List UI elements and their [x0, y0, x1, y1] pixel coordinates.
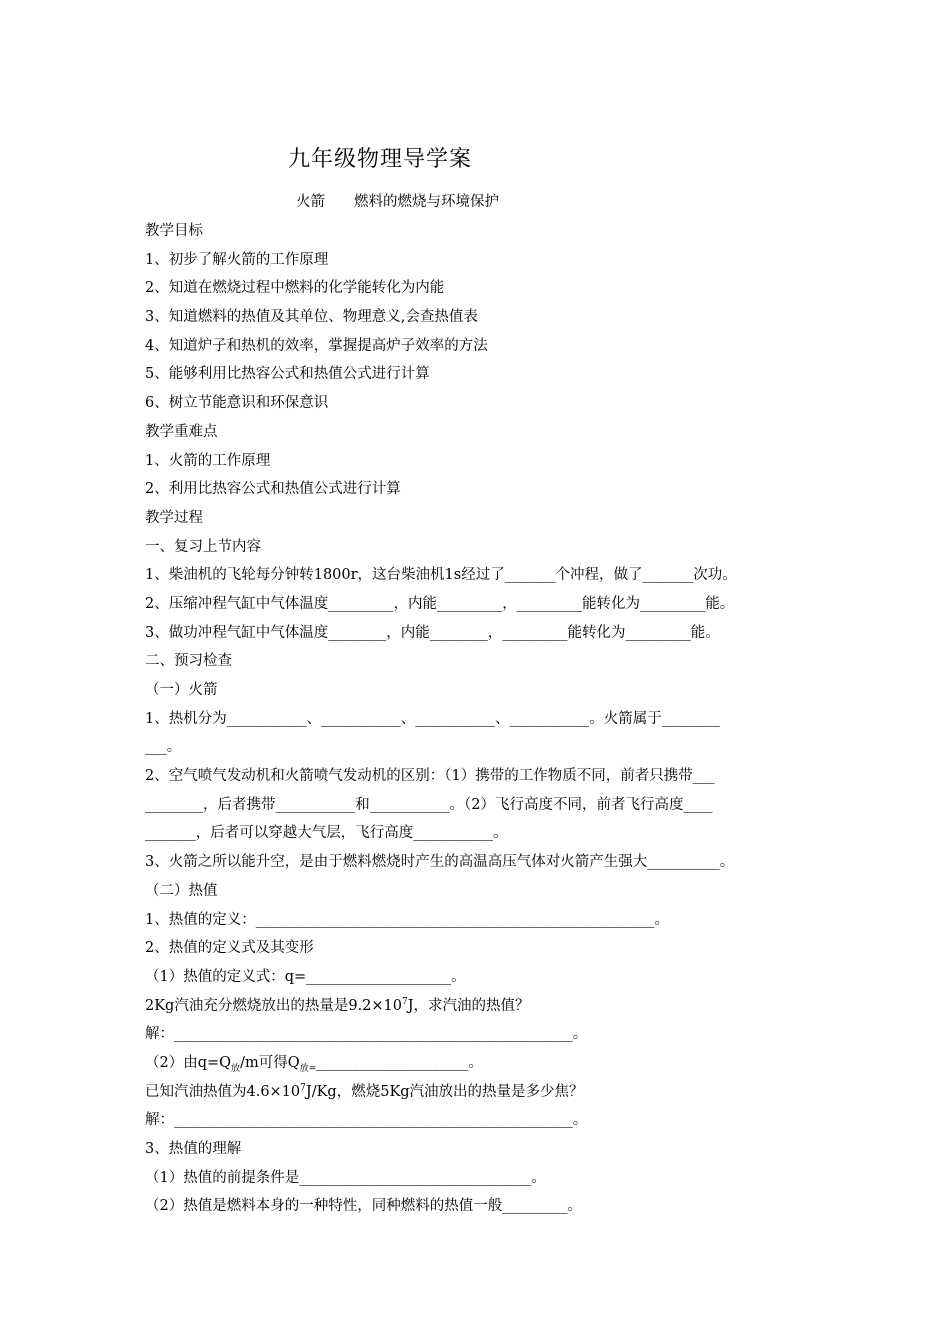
objective-5: 5、能够利用比热容公式和热值公式进行计算 [145, 366, 430, 383]
objective-3: 3、知道燃料的热值及其单位、物理意义,会查热值表 [145, 309, 478, 326]
rocket-question-1: 1、热机分为___________、___________、___________、___________。火箭属于________ [145, 710, 720, 727]
objective-2: 2、知道在燃烧过程中燃料的化学能转化为内能 [145, 280, 445, 297]
key-point-2: 2、利用比热容公式和热值公式进行计算 [145, 481, 401, 498]
review-question-3: 3、做功冲程气缸中气体温度________，内能________，_________能转化为_________能。 [145, 624, 720, 641]
document-body [145, 217, 825, 1221]
page-title: 九年级物理导学案 [288, 147, 473, 172]
example-question-2: 已知汽油热值为$4.6\times 10^7J/Kg$，燃烧5Kg汽油放出的热量是多少焦？ [145, 1082, 584, 1100]
objective-4: 4、知道炉子和热机的效率，掌握提高炉子效率的方法 [145, 337, 488, 354]
answer-line-2: 解：_______________________________________________________。 [145, 1112, 588, 1129]
review-question-1: 1、柴油机的飞轮每分钟转1800r，这台柴油机1s经过了_______个冲程，做了_______次功。 [145, 567, 737, 584]
answer-line-1: 解：_______________________________________________________。 [145, 1026, 588, 1043]
heat-value-understanding-2: （2）热值是燃料本身的一种特性，同种燃料的热值一般_________。 [145, 1198, 582, 1215]
rocket-question-1-cont: ___。 [145, 739, 182, 756]
heat-value-formula: （1）热值的定义式：q=____________________。 [145, 968, 466, 985]
heat-value-understanding-1: （1）热值的前提条件是________________________________。 [145, 1169, 546, 1186]
rocket-question-2: 2、空气喷气发动机和火箭喷气发动机的区别：（1）携带的工作物质不同，前者只携带___ [145, 768, 715, 785]
rocket-question-3: 3、火箭之所以能升空，是由于燃料燃烧时产生的高温高压气体对火箭产生强大__________。 [145, 854, 735, 871]
heat-value-formula-heading: 2、热值的定义式及其变形 [145, 940, 314, 957]
heat-value-understanding-heading: 3、热值的理解 [145, 1141, 242, 1157]
objective-1: 1、初步了解火箭的工作原理 [145, 251, 329, 268]
part-heading-preview: 二、预习检查 [145, 653, 232, 670]
subsection-heading-rocket: （一）火箭 [145, 682, 218, 698]
section-heading-objectives: 教学目标 [145, 223, 203, 239]
heat-value-definition: 1、热值的定义：_______________________________________________________。 [145, 911, 669, 928]
part-heading-review: 一、复习上节内容 [145, 538, 261, 555]
page-subtitle: 火箭 燃料的燃烧与环境保护 [296, 194, 499, 210]
objective-6: 6、树立节能意识和环保意识 [145, 395, 329, 412]
review-question-2: 2、压缩冲程气缸中气体温度_________，内能_________，_________能转化为_________能。 [145, 595, 735, 612]
key-point-1: 1、火箭的工作原理 [145, 452, 271, 469]
subsection-heading-heat-value: （二）热值 [145, 882, 218, 899]
formula-variant: （2）由$q=Q_放/m$可得$Q_{放=}\_\_\_\_\_\_\_\_\_\_\_\_\_\_\_\_\_\_\_\_\_$。 [145, 1054, 483, 1074]
section-heading-process: 教学过程 [145, 509, 203, 526]
section-heading-key-points: 教学重难点 [145, 423, 218, 440]
rocket-question-2-cont2: _______，后者可以穿越大气层，飞行高度___________。 [145, 825, 508, 842]
rocket-question-2-cont: ________，后者携带___________和___________。（2）飞行高度不同，前者飞行高度____ [145, 796, 713, 813]
example-question-1: 2Kg汽油充分燃烧放出的热量是$9.2\times 10^7J$，求汽油的热值？ [145, 996, 530, 1014]
